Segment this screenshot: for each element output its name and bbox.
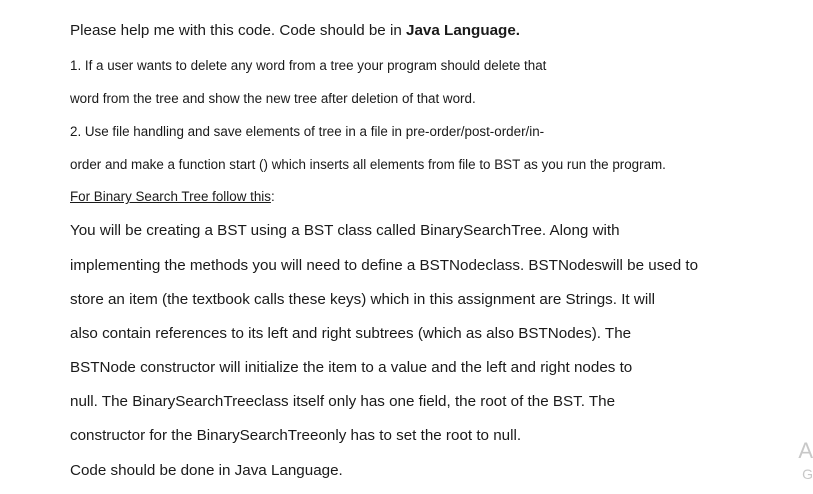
bst-heading-colon: :	[270, 189, 275, 204]
body-line-4: also contain references to its left and right subtrees (which as also BSTNodes). The	[70, 325, 632, 342]
intro-line	[70, 22, 520, 39]
intro-bold-text: Java Language.	[406, 22, 520, 39]
item1-line1: 1. If a user wants to delete any word from a tree your program should delete that	[70, 58, 547, 73]
item2-line1: 2. Use file handling and save elements of tree in a file in pre-order/post-order/in-	[70, 124, 545, 139]
body-line-6: null. The BinarySearchTreeclass itself only has one field, the root of the BST. The	[70, 393, 616, 410]
item2-line2: order and make a function start () which inserts all elements from file to BST as you run the program.	[70, 157, 666, 172]
body-line-2: implementing the methods you will need to define a BSTNodeclass. BSTNodeswill be used to	[70, 257, 699, 274]
body-line-8: Code should be done in Java Language.	[70, 462, 343, 479]
bst-heading	[70, 189, 275, 204]
activation-watermark-line2: G	[802, 466, 813, 482]
body-line-5: BSTNode constructor will initialize the item to a value and the left and right nodes to	[70, 359, 633, 376]
body-line-3: store an item (the textbook calls these keys) which in this assignment are Strings. It will	[70, 291, 655, 308]
item1-line2: word from the tree and show the new tree after deletion of that word.	[70, 91, 476, 106]
intro-text: Please help me with this code. Code should be in	[70, 22, 407, 39]
activation-watermark-line1: A	[798, 438, 813, 463]
bst-heading-text: For Binary Search Tree follow this	[70, 189, 271, 204]
body-line-7: constructor for the BinarySearchTreeonly has to set the root to null.	[70, 427, 522, 444]
body-line-1: You will be creating a BST using a BST class called BinarySearchTree. Along with	[70, 222, 620, 239]
